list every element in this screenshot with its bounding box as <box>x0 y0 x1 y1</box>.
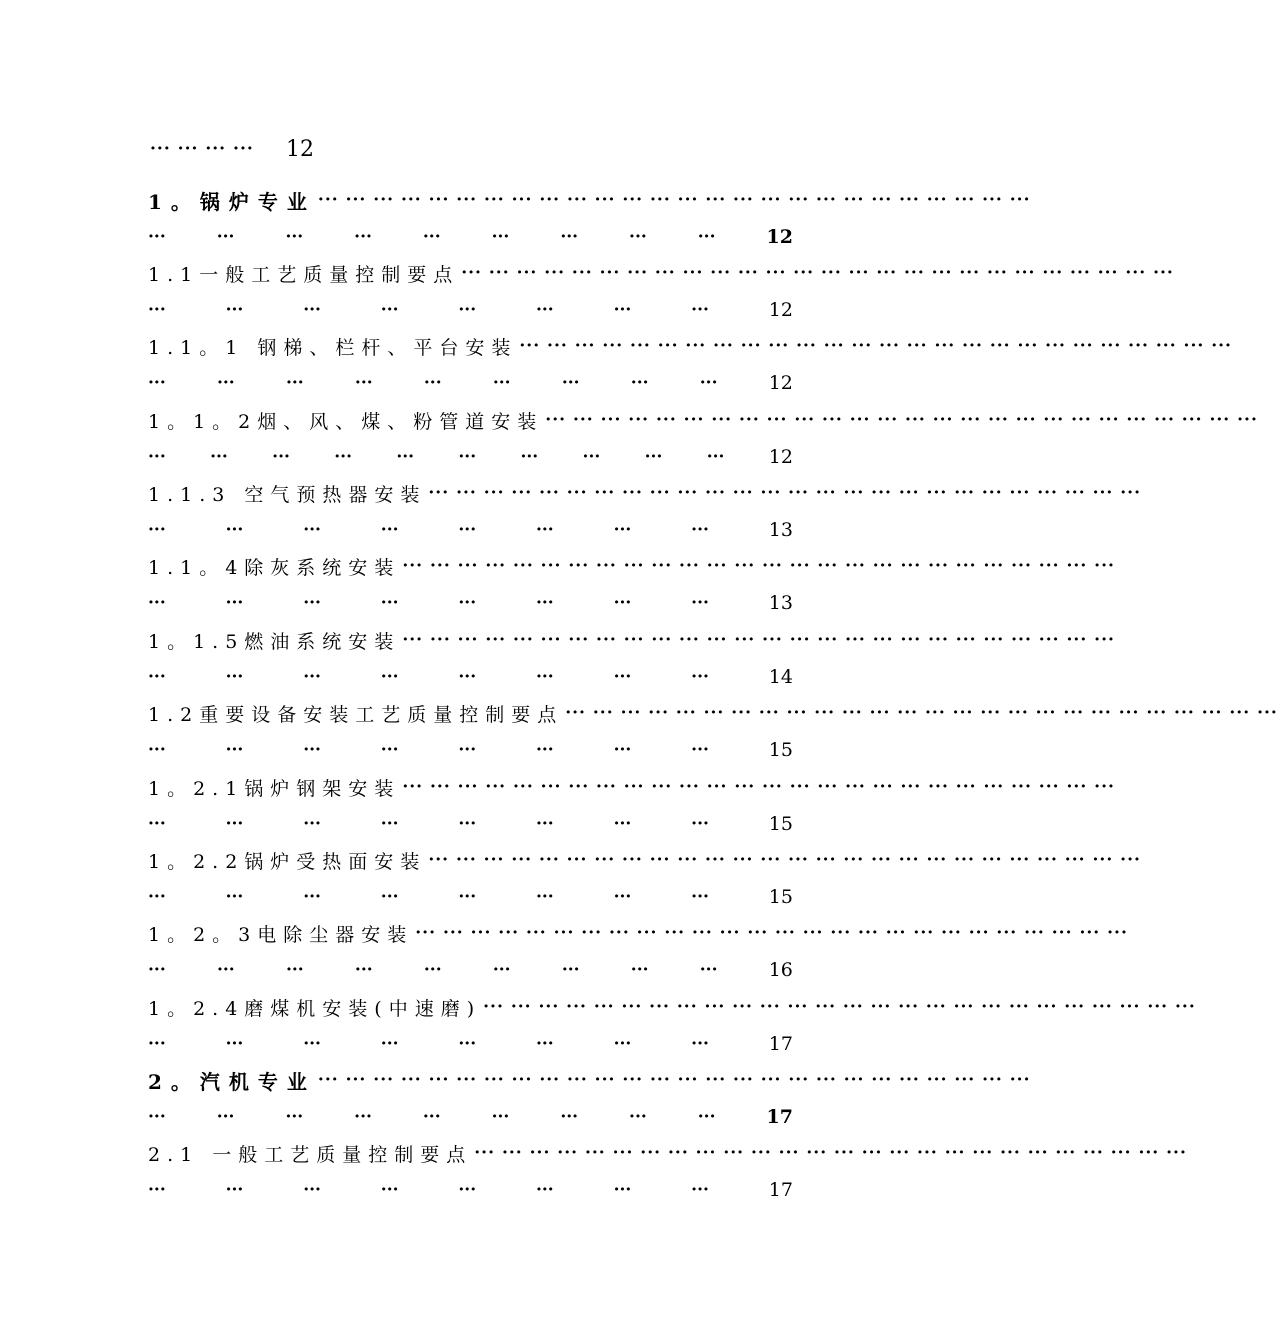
page-number: 12 <box>766 226 793 248</box>
page-number: 12 <box>286 136 314 162</box>
page-number: 12 <box>768 299 793 321</box>
dot-leader: ··· ··· ··· ··· ··· ··· ··· ··· ··· ··· ··· ··· ··· ··· ··· ··· ··· ··· ··· ··· ··· ··· ··· ··· ··· ··· <box>474 1143 1187 1163</box>
toc-entry-title: 1。2.4磨煤机安装(中速磨) <box>148 997 482 1020</box>
toc-entry-1-2-1[interactable] <box>148 772 1115 802</box>
page-number: 12 <box>768 446 793 468</box>
toc-entry-1-1-1[interactable] <box>148 331 1232 361</box>
toc-entry-continuation: ··· ··· ··· ··· ··· ··· ··· ··· 15 <box>148 813 793 835</box>
toc-entry-title: 1。锅炉专业 <box>148 189 316 214</box>
toc-entry-1-2-2[interactable] <box>148 845 1141 875</box>
dot-leader: ··· ··· ··· ··· ··· ··· ··· ··· ··· ··· ··· ··· ··· ··· ··· ··· ··· ··· ··· ··· ··· ··· ··· ··· ··· ··· <box>565 703 1278 723</box>
toc-entry-continuation: ··· ··· ··· ··· ··· ··· ··· ··· 15 <box>148 739 793 761</box>
dot-leader: ··· ··· ··· ··· ··· ··· ··· ··· ··· ··· ··· ··· ··· ··· ··· ··· ··· ··· ··· ··· ··· ··· ··· ··· ··· ··· <box>402 777 1115 797</box>
toc-entry-title: 1。2.2锅炉受热面安装 <box>148 850 427 873</box>
toc-entry-title: 1.1。1 钢梯、栏杆、平台安装 <box>148 336 518 359</box>
toc-entry-title: 1。1.5燃油系统安装 <box>148 630 401 653</box>
toc-entry-2[interactable] <box>148 1065 1031 1095</box>
toc-entry-title: 1.1一般工艺质量控制要点 <box>148 263 460 286</box>
toc-entry-title: 1.1。4除灰系统安装 <box>148 556 401 579</box>
dot-leader: ··· ··· ··· ··· ··· ··· ··· ··· ··· ··· ··· ··· ··· ··· ··· ··· ··· ··· ··· ··· ··· ··· ··· ··· ··· ··· <box>428 483 1141 503</box>
dot-leader: ··· ··· ··· ··· ··· ··· ··· ··· ··· ··· ··· ··· ··· ··· ··· ··· ··· ··· ··· ··· ··· ··· ··· ··· ··· ··· <box>402 630 1115 650</box>
page-number: 15 <box>768 739 793 761</box>
toc-entry-title: 2.1 一般工艺质量控制要点 <box>148 1143 473 1166</box>
toc-entry-continuation: ··· ··· ··· ··· ··· ··· ··· ··· 14 <box>148 666 793 688</box>
toc-entry-continuation: ··· ··· ··· ··· ··· ··· ··· ··· 12 <box>148 299 793 321</box>
toc-entry-1-1-3[interactable] <box>148 478 1141 508</box>
toc-entry-1-1-5[interactable] <box>148 625 1115 655</box>
toc-entry-1-2[interactable] <box>148 698 1278 728</box>
toc-entry-title: 2。汽机专业 <box>148 1069 316 1094</box>
toc-entry-continuation: ··· ··· ··· ··· ··· ··· ··· ··· ··· 12 <box>148 372 793 394</box>
toc-entry-continuation: ··· ··· ··· ··· ··· ··· ··· ··· ··· ··· 12 <box>148 446 793 468</box>
toc-entry-title: 1.1.3 空气预热器安装 <box>148 483 427 506</box>
toc-entry-continuation: ··· ··· ··· ··· ··· ··· ··· ··· ··· 17 <box>148 1106 793 1128</box>
dot-leader: ··· ··· ··· ··· ··· ··· ··· ··· ··· ··· ··· ··· ··· ··· ··· ··· ··· ··· ··· ··· ··· ··· ··· ··· ··· ··· <box>519 336 1232 356</box>
toc-entry-title: 1。2。3电除尘器安装 <box>148 923 414 946</box>
dot-leader: ··· ··· ··· ··· ··· ··· ··· ··· ··· ··· ··· ··· ··· ··· ··· ··· ··· ··· ··· ··· ··· ··· ··· ··· ··· ··· <box>545 410 1258 430</box>
page-number: 13 <box>768 519 793 541</box>
dot-leader: ··· ··· ··· ··· ··· ··· ··· ··· ··· ··· ··· ··· ··· ··· ··· ··· ··· ··· ··· ··· ··· ··· ··· ··· ··· ··· <box>483 997 1196 1017</box>
toc-entry-1[interactable] <box>148 185 1031 215</box>
page-number: 12 <box>768 372 793 394</box>
toc-continued-line <box>148 134 314 164</box>
toc-entry-1-1[interactable] <box>148 258 1174 288</box>
toc-entry-1-1-4[interactable] <box>148 551 1115 581</box>
toc-entry-continuation: ··· ··· ··· ··· ··· ··· ··· ··· 17 <box>148 1179 793 1201</box>
toc-entry-title: 1。1。2烟、风、煤、粉管道安装 <box>148 410 544 433</box>
dot-leader: ··· ··· ··· ··· ··· ··· ··· ··· ··· ··· ··· ··· ··· ··· ··· ··· ··· ··· ··· ··· ··· ··· ··· ··· ··· ··· <box>428 850 1141 870</box>
page-number: 16 <box>768 959 793 981</box>
page-number: 15 <box>768 813 793 835</box>
toc-entry-continuation: ··· ··· ··· ··· ··· ··· ··· ··· 15 <box>148 886 793 908</box>
toc-entry-1-1-2[interactable] <box>148 405 1258 435</box>
toc-entry-continuation: ··· ··· ··· ··· ··· ··· ··· ··· 13 <box>148 592 793 614</box>
page-number: 17 <box>768 1033 793 1055</box>
dot-leader: ··· ··· ··· ··· ··· ··· ··· ··· ··· ··· ··· ··· ··· ··· ··· ··· ··· ··· ··· ··· ··· ··· ··· ··· ··· ··· <box>402 556 1115 576</box>
toc-entry-title: 1。2.1锅炉钢架安装 <box>148 777 401 800</box>
toc-entry-1-2-4[interactable] <box>148 992 1196 1022</box>
dot-leader: ··· ··· ··· ··· ··· ··· ··· ··· ··· ··· ··· ··· ··· ··· ··· ··· ··· ··· ··· ··· ··· ··· ··· ··· ··· ··· <box>317 1070 1031 1090</box>
toc-entry-continuation: ··· ··· ··· ··· ··· ··· ··· ··· ··· 16 <box>148 959 793 981</box>
toc-entry-continuation: ··· ··· ··· ··· ··· ··· ··· ··· ··· 12 <box>148 226 793 248</box>
page-number: 17 <box>766 1106 793 1128</box>
toc-entry-continuation: ··· ··· ··· ··· ··· ··· ··· ··· 17 <box>148 1033 793 1055</box>
dot-leader: ··· ··· ··· ··· ··· ··· ··· ··· ··· ··· ··· ··· ··· ··· ··· ··· ··· ··· ··· ··· ··· ··· ··· ··· ··· ··· <box>415 923 1128 943</box>
page-number: 13 <box>768 592 793 614</box>
toc-entry-1-2-3[interactable] <box>148 918 1128 948</box>
toc-entry-2-1[interactable] <box>148 1138 1187 1168</box>
toc-entry-title: 1.2重要设备安装工艺质量控制要点 <box>148 703 564 726</box>
toc-entry-continuation: ··· ··· ··· ··· ··· ··· ··· ··· 13 <box>148 519 793 541</box>
page-number: 17 <box>768 1179 793 1201</box>
dot-leader: ··· ··· ··· ··· ··· ··· ··· ··· ··· ··· ··· ··· ··· ··· ··· ··· ··· ··· ··· ··· ··· ··· ··· ··· ··· ··· <box>317 190 1031 210</box>
dot-leader: ··· ··· ··· ··· ··· ··· ··· ··· ··· ··· ··· ··· ··· ··· ··· ··· ··· ··· ··· ··· ··· ··· ··· ··· ··· ··· <box>461 263 1174 283</box>
page-number: 15 <box>768 886 793 908</box>
page-number: 14 <box>768 666 793 688</box>
dot-leader: ··· ··· ··· ··· <box>150 139 254 159</box>
